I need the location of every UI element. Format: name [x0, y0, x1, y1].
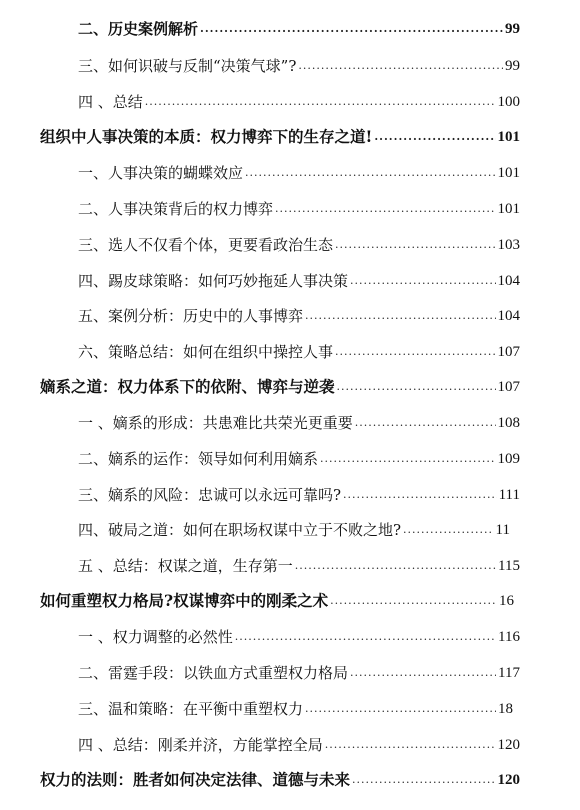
- dot-leader: [403, 521, 494, 539]
- dot-leader: [145, 93, 496, 111]
- toc-entry[interactable]: [78, 14, 520, 38]
- toc-entry-page: 104: [497, 308, 520, 324]
- dot-leader: [335, 236, 495, 254]
- toc-chapter-page: 120: [497, 772, 520, 788]
- toc-entry-title: 三、温和策略：在平衡中重塑权力: [78, 700, 304, 718]
- toc-entry-page: 99: [505, 58, 520, 74]
- toc-entry[interactable]: [78, 266, 520, 290]
- dot-leader: [298, 57, 503, 75]
- toc-entry-title: 五、案例分析：历史中的人事博弈: [78, 307, 304, 325]
- toc-entry-page: 100: [497, 94, 520, 110]
- dot-leader: [350, 664, 496, 682]
- dot-leader: [320, 450, 495, 468]
- toc-entry-page: 101: [497, 201, 520, 217]
- toc-chapter-title: 组织中人事决策的本质：权力博弈下的生存之道!: [40, 127, 373, 146]
- toc-entry-page: 107: [497, 344, 520, 360]
- toc-entry-title: 四、踢皮球策略：如何巧妙拖延人事决策: [78, 272, 349, 290]
- toc-entry[interactable]: [78, 408, 520, 432]
- dot-leader: [305, 700, 496, 718]
- dot-leader: [343, 486, 497, 504]
- toc-entry[interactable]: [78, 551, 520, 575]
- dot-leader: [235, 628, 496, 646]
- toc-entry-title: 二、人事决策背后的权力博弈: [78, 200, 274, 218]
- dot-leader: [337, 378, 496, 396]
- toc-entry-title: 二、雷霆手段：以铁血方式重塑权力格局: [78, 664, 349, 682]
- dot-leader: [350, 272, 495, 290]
- toc-chapter-page: 16: [499, 593, 514, 609]
- toc-entry-title: 二、嫡系的运作：领导如何利用嫡系: [78, 450, 319, 468]
- toc-entry-title: 三、如何识破与反制“决策气球”?: [78, 57, 297, 75]
- toc-entry[interactable]: [78, 694, 513, 718]
- toc-chapter-title: 嫡系之道：权力体系下的依附、博弈与逆袭: [40, 377, 335, 396]
- toc-entry-page: 109: [497, 451, 520, 467]
- toc-entry-page: 18: [498, 701, 513, 717]
- toc-entry[interactable]: [78, 87, 520, 111]
- toc-entry-title: 四 、总结：刚柔并济，方能掌控全局: [78, 736, 323, 754]
- dot-leader: [352, 771, 495, 789]
- dot-leader: [335, 343, 495, 361]
- toc-entry-title: 三、选人不仅看个体，更要看政治生态: [78, 236, 334, 254]
- toc-entry-title: 二、历史案例解析: [78, 20, 199, 38]
- toc-chapter-page: 107: [497, 379, 520, 395]
- toc-entry-page: 103: [497, 237, 520, 253]
- toc-entry[interactable]: [78, 51, 520, 75]
- dot-leader: [295, 557, 496, 575]
- toc-entry[interactable]: [78, 515, 510, 539]
- toc-chapter-title: 如何重塑权力格局?权谋博弈中的刚柔之术: [40, 591, 329, 610]
- toc-entry[interactable]: [78, 194, 520, 218]
- toc-entry[interactable]: [78, 158, 520, 182]
- dot-leader: [330, 592, 497, 610]
- toc-chapter[interactable]: [40, 765, 520, 789]
- dot-leader: [200, 20, 503, 38]
- toc-chapter[interactable]: [40, 372, 520, 396]
- toc-entry-title: 三、嫡系的风险：忠诚可以永远可靠吗?: [78, 486, 342, 504]
- toc-entry[interactable]: [78, 230, 520, 254]
- toc-entry-page: 108: [497, 415, 520, 431]
- toc-chapter[interactable]: [40, 122, 520, 146]
- toc-entry[interactable]: [78, 622, 520, 646]
- toc-chapter-title: 权力的法则：胜者如何决定法律、道德与未来: [40, 770, 351, 789]
- toc-chapter[interactable]: [40, 586, 514, 610]
- toc-entry-page: 116: [498, 629, 520, 645]
- dot-leader: [305, 307, 495, 325]
- toc-entry-title: 一 、嫡系的形成：共患难比共荣光更重要: [78, 414, 353, 432]
- toc-entry-page: 101: [497, 165, 520, 181]
- toc-entry[interactable]: [78, 730, 520, 754]
- toc-entry-page: 120: [497, 737, 520, 753]
- toc-chapter-page: 101: [497, 129, 520, 145]
- toc-entry[interactable]: [78, 444, 520, 468]
- toc-entry[interactable]: [78, 658, 520, 682]
- dot-leader: [275, 200, 495, 218]
- toc-entry-page: 99: [505, 21, 520, 37]
- toc-entry-title: 一 、权力调整的必然性: [78, 628, 233, 646]
- toc-entry[interactable]: [78, 480, 520, 504]
- dot-leader: [325, 736, 496, 754]
- toc-entry-title: 四、破局之道：如何在职场权谋中立于不败之地?: [78, 521, 402, 539]
- toc-entry-page: 111: [498, 487, 520, 503]
- toc-entry-page: 11: [495, 522, 510, 538]
- toc-entry[interactable]: [78, 301, 520, 325]
- dot-leader: [374, 128, 495, 146]
- toc-entry-page: 115: [498, 558, 520, 574]
- toc-entry-title: 六、策略总结：如何在组织中操控人事: [78, 343, 334, 361]
- toc-entry-page: 117: [498, 665, 520, 681]
- toc-entry-title: 一、人事决策的蝴蝶效应: [78, 164, 244, 182]
- dot-leader: [245, 164, 495, 182]
- toc-entry[interactable]: [78, 337, 520, 361]
- toc-entry-page: 104: [497, 273, 520, 289]
- toc-entry-title: 五 、总结：权谋之道，生存第一: [78, 557, 293, 575]
- toc-entry-title: 四 、总结: [78, 93, 143, 111]
- dot-leader: [355, 414, 496, 432]
